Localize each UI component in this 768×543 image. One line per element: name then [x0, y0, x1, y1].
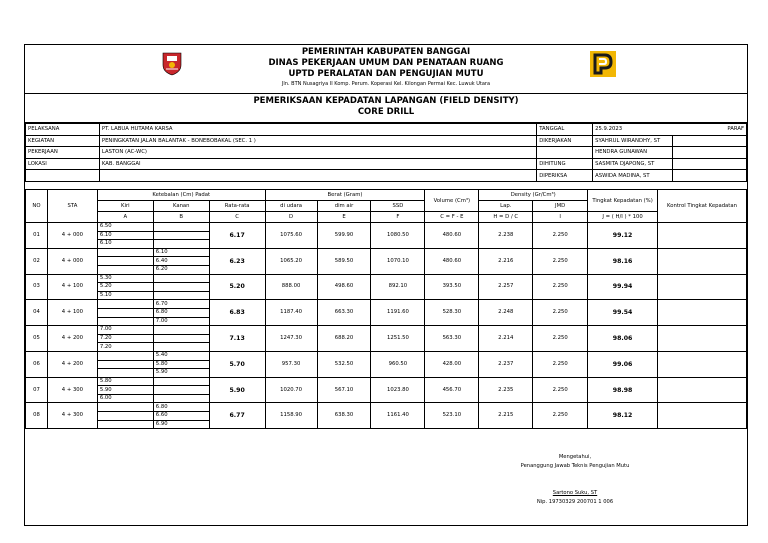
weight-ssd: 892.10: [371, 274, 425, 300]
thickness-kiri: [97, 403, 153, 412]
density-lap: 2.248: [479, 300, 533, 326]
density-jmd: 2.250: [533, 377, 588, 403]
density-lap: 2.214: [479, 326, 533, 352]
blank-cell: [99, 170, 536, 182]
title-main: PEMERIKSAAN KEPADATAN LAPANGAN (FIELD DENSITY): [253, 96, 519, 106]
thickness-kiri: 5.10: [97, 291, 153, 300]
header-row: [26, 190, 747, 201]
volume: 563.30: [425, 326, 479, 352]
col-berat: Berat (Gram): [265, 190, 425, 201]
col-kiri: Kiri: [97, 201, 153, 212]
thickness-average: 5.20: [209, 274, 265, 300]
thickness-kanan: [153, 343, 209, 352]
paraf-cell: [673, 158, 747, 170]
lokasi-value: KAB. BANGGAI: [99, 158, 536, 170]
department-name: DINAS PEKERJAAN UMUM DAN PENATAAN RUANG: [268, 58, 504, 68]
signatory-name: Sartono Suku, ST: [552, 490, 598, 496]
kontrol-kepadatan: [658, 274, 747, 300]
thickness-kiri: [97, 369, 153, 378]
thickness-kanan: [153, 231, 209, 240]
thickness-kanan: 6.60: [153, 412, 209, 421]
title-sub: CORE DRILL: [357, 107, 415, 117]
paraf-cell: [673, 135, 747, 147]
density-jmd: 2.250: [533, 326, 588, 352]
weight-ssd: 1191.60: [371, 300, 425, 326]
thickness-kanan: [153, 240, 209, 249]
thickness-kanan: 5.40: [153, 351, 209, 360]
weight-ssd: 1070.10: [371, 248, 425, 274]
thickness-kanan: 6.40: [153, 257, 209, 266]
density-lap: 2.257: [479, 274, 533, 300]
weight-udara: 1020.70: [265, 377, 317, 403]
thickness-kanan: 5.80: [153, 360, 209, 369]
thickness-kiri: [97, 360, 153, 369]
report-sheet: [24, 44, 748, 526]
thickness-kanan: [153, 223, 209, 232]
weight-air: 567.10: [317, 377, 371, 403]
thickness-kiri: [97, 300, 153, 309]
volume: 528.30: [425, 300, 479, 326]
col-rata: Rata-rata: [209, 201, 265, 212]
table-row: [26, 403, 747, 412]
gov-name: PEMERINTAH KABUPATEN BANGGAI: [301, 47, 471, 57]
signature-space: [495, 471, 655, 489]
weight-udara: 1158.90: [265, 403, 317, 429]
thickness-kiri: [97, 412, 153, 421]
thickness-kiri: [97, 308, 153, 317]
kontrol-kepadatan: [658, 223, 747, 249]
volume: 523.10: [425, 403, 479, 429]
letterhead: [25, 45, 747, 94]
lokasi-label: LOKASI: [26, 158, 100, 170]
paraf-cell: [673, 147, 747, 159]
col-tingkat: Tingkat Kepadatan (%): [588, 190, 658, 212]
volume: 428.00: [425, 351, 479, 377]
col-air: dim air: [317, 201, 371, 212]
signature-block: [495, 453, 655, 507]
weight-udara: 1065.20: [265, 248, 317, 274]
thickness-kanan: 6.20: [153, 265, 209, 274]
density-jmd: 2.250: [533, 351, 588, 377]
tingkat-kepadatan: 99.12: [588, 223, 658, 249]
kontrol-kepadatan: [658, 403, 747, 429]
weight-air: 663.30: [317, 300, 371, 326]
code-volume: C = F - E: [425, 212, 479, 223]
weight-air: 589.50: [317, 248, 371, 274]
thickness-average: 5.90: [209, 377, 265, 403]
address: Jln. BTN Nusagriya II Komp. Perum. Koperasi Kel. Kilongan Permai Kec. Luwuk Utara: [281, 81, 491, 87]
pekerjaan-label: PEKERJAAN: [26, 147, 100, 159]
kegiatan-label: KEGIATAN: [26, 135, 100, 147]
thickness-kiri: 5.20: [97, 283, 153, 292]
thickness-kiri: [97, 420, 153, 429]
tanggal-value: 25.9.2023: [593, 124, 673, 136]
density-table: [25, 189, 747, 429]
code-tingkat: J = ( H/I ) * 100: [588, 212, 658, 223]
thickness-kiri: 6.00: [97, 394, 153, 403]
col-kanan: Kanan: [153, 201, 209, 212]
density-jmd: 2.250: [533, 274, 588, 300]
row-sta: 4 + 300: [47, 377, 97, 403]
thickness-kiri: 6.10: [97, 240, 153, 249]
thickness-kiri: [97, 317, 153, 326]
thickness-kanan: [153, 377, 209, 386]
table-row: [26, 377, 747, 386]
pekerjaan-value: LASTON (AC-WC): [99, 147, 536, 159]
thickness-kiri: 6.10: [97, 231, 153, 240]
banggai-emblem-icon: [161, 50, 183, 76]
signatory-role: Penanggung Jawab Teknis Pengujian Mutu: [520, 463, 630, 469]
volume: 480.60: [425, 248, 479, 274]
thickness-kanan: [153, 334, 209, 343]
kontrol-kepadatan: [658, 326, 747, 352]
density-lap: 2.235: [479, 377, 533, 403]
thickness-kanan: 6.10: [153, 248, 209, 257]
weight-udara: 1075.60: [265, 223, 317, 249]
tingkat-kepadatan: 98.06: [588, 326, 658, 352]
table-row: [26, 223, 747, 232]
code-f: F: [371, 212, 425, 223]
code-e: E: [317, 212, 371, 223]
info-row: [26, 124, 747, 136]
kontrol-kepadatan: [658, 300, 747, 326]
col-ssd: SSD: [371, 201, 425, 212]
row-no: 07: [26, 377, 48, 403]
weight-udara: 1247.30: [265, 326, 317, 352]
row-sta: 4 + 100: [47, 274, 97, 300]
thickness-kiri: 5.90: [97, 386, 153, 395]
density-jmd: 2.250: [533, 248, 588, 274]
table-body: [26, 223, 747, 429]
thickness-average: 6.83: [209, 300, 265, 326]
thickness-kiri: 5.30: [97, 274, 153, 283]
col-lap: Lap.: [479, 201, 533, 212]
thickness-kanan: [153, 386, 209, 395]
weight-air: 638.30: [317, 403, 371, 429]
tanggal-label: TANGGAL: [537, 124, 593, 136]
col-no: NO: [26, 190, 48, 223]
weight-ssd: 1023.80: [371, 377, 425, 403]
code-a: A: [97, 212, 153, 223]
paraf-label: PARAF: [673, 124, 747, 136]
row-no: 01: [26, 223, 48, 249]
row-no: 06: [26, 351, 48, 377]
weight-ssd: 1161.40: [371, 403, 425, 429]
code-jmd: I: [533, 212, 588, 223]
row-no: 08: [26, 403, 48, 429]
table-row: [26, 248, 747, 257]
thickness-kanan: 6.80: [153, 403, 209, 412]
table-row: [26, 351, 747, 360]
unit-name: UPTD PERALATAN DAN PENGUJIAN MUTU: [288, 69, 484, 79]
paraf-cell: [673, 170, 747, 182]
thickness-kiri: [97, 265, 153, 274]
tingkat-kepadatan: 98.16: [588, 248, 658, 274]
col-udara: di udara: [265, 201, 317, 212]
tingkat-kepadatan: 98.98: [588, 377, 658, 403]
code-c: C: [209, 212, 265, 223]
dihitung-label: DIHITUNG: [537, 158, 593, 170]
col-density: Density (Gr/Cm³): [479, 190, 588, 201]
thickness-kiri: 6.50: [97, 223, 153, 232]
table-row: [26, 326, 747, 335]
density-lap: 2.215: [479, 403, 533, 429]
volume: 456.70: [425, 377, 479, 403]
thickness-kanan: [153, 394, 209, 403]
code-d: D: [265, 212, 317, 223]
thickness-kiri: [97, 248, 153, 257]
weight-air: 599.90: [317, 223, 371, 249]
thickness-kanan: [153, 326, 209, 335]
thickness-kanan: 6.70: [153, 300, 209, 309]
thickness-kanan: 5.90: [153, 369, 209, 378]
thickness-kanan: [153, 274, 209, 283]
weight-air: 688.20: [317, 326, 371, 352]
thickness-kiri: [97, 257, 153, 266]
info-row: [26, 147, 747, 159]
weight-udara: 1187.40: [265, 300, 317, 326]
volume: 393.50: [425, 274, 479, 300]
code-b: B: [153, 212, 209, 223]
thickness-kanan: 6.80: [153, 308, 209, 317]
mengetahui-text: Mengetahui,: [558, 454, 592, 460]
thickness-kanan: 7.00: [153, 317, 209, 326]
thickness-kiri: 7.20: [97, 334, 153, 343]
pupr-logo-icon: [590, 51, 616, 77]
thickness-average: 5.70: [209, 351, 265, 377]
tingkat-kepadatan: 99.54: [588, 300, 658, 326]
weight-ssd: 1251.50: [371, 326, 425, 352]
weight-ssd: 1080.50: [371, 223, 425, 249]
weight-udara: 957.30: [265, 351, 317, 377]
thickness-kiri: [97, 351, 153, 360]
thickness-average: 6.23: [209, 248, 265, 274]
kontrol-kepadatan: [658, 351, 747, 377]
col-sta: STA: [47, 190, 97, 223]
table-row: [26, 274, 747, 283]
dikerjakan-label: DIKERJAKAN: [537, 135, 593, 147]
row-sta: 4 + 000: [47, 248, 97, 274]
density-lap: 2.237: [479, 351, 533, 377]
diperiksa-label: DIPERIKSA: [537, 170, 593, 182]
row-sta: 4 + 100: [47, 300, 97, 326]
thickness-kanan: 6.90: [153, 420, 209, 429]
row-no: 04: [26, 300, 48, 326]
dikerjakan-value-1: SYAHRUL WIRANDHY, ST: [593, 135, 673, 147]
row-no: 03: [26, 274, 48, 300]
code-lap: H = D / C: [479, 212, 533, 223]
dikerjakan-value-2: HENDRA GUNAWAN: [593, 147, 673, 159]
density-jmd: 2.250: [533, 223, 588, 249]
signatory-nip: Nip. 19730329 200701 1 006: [536, 499, 614, 505]
volume: 480.60: [425, 223, 479, 249]
thickness-kanan: [153, 291, 209, 300]
col-jmd: JMD: [533, 201, 588, 212]
density-lap: 2.216: [479, 248, 533, 274]
tingkat-kepadatan: 99.06: [588, 351, 658, 377]
thickness-kanan: [153, 283, 209, 292]
header-row: [26, 212, 747, 223]
col-volume: Volume (Cm³): [425, 190, 479, 212]
density-jmd: 2.250: [533, 300, 588, 326]
row-sta: 4 + 300: [47, 403, 97, 429]
density-jmd: 2.250: [533, 403, 588, 429]
thickness-average: 6.77: [209, 403, 265, 429]
tingkat-kepadatan: 99.94: [588, 274, 658, 300]
blank-cell: [537, 147, 593, 159]
row-no: 05: [26, 326, 48, 352]
density-lap: 2.238: [479, 223, 533, 249]
weight-air: 498.60: [317, 274, 371, 300]
info-row: [26, 158, 747, 170]
thickness-kiri: 5.80: [97, 377, 153, 386]
report-title: [25, 93, 747, 123]
diperiksa-value: ASWIDA MADINA, ST: [593, 170, 673, 182]
thickness-average: 6.17: [209, 223, 265, 249]
thickness-average: 7.13: [209, 326, 265, 352]
kontrol-kepadatan: [658, 248, 747, 274]
thickness-kiri: 7.20: [97, 343, 153, 352]
info-table: [25, 123, 747, 182]
kontrol-kepadatan: [658, 377, 747, 403]
pelaksana-value: PT. LABUA HUTAMA KARSA: [99, 124, 536, 136]
pelaksana-label: PELAKSANA: [26, 124, 100, 136]
dihitung-value: SASMITA DJAPONG, ST: [593, 158, 673, 170]
col-kontrol: Kontrol Tingkat Kepadatan: [658, 190, 747, 223]
col-ketebalan: Ketebalan (Cm) Padat: [97, 190, 265, 201]
info-row: [26, 170, 747, 182]
blank-cell: [26, 170, 100, 182]
row-no: 02: [26, 248, 48, 274]
table-row: [26, 300, 747, 309]
row-sta: 4 + 000: [47, 223, 97, 249]
weight-ssd: 960.50: [371, 351, 425, 377]
info-row: [26, 135, 747, 147]
thickness-kiri: 7.00: [97, 326, 153, 335]
weight-air: 532.50: [317, 351, 371, 377]
kegiatan-value: PENINGKATAN JALAN BALANTAK - BONEBOBAKAL (SEC. 1 ): [99, 135, 536, 147]
weight-udara: 888.00: [265, 274, 317, 300]
tingkat-kepadatan: 98.12: [588, 403, 658, 429]
row-sta: 4 + 200: [47, 326, 97, 352]
row-sta: 4 + 200: [47, 351, 97, 377]
